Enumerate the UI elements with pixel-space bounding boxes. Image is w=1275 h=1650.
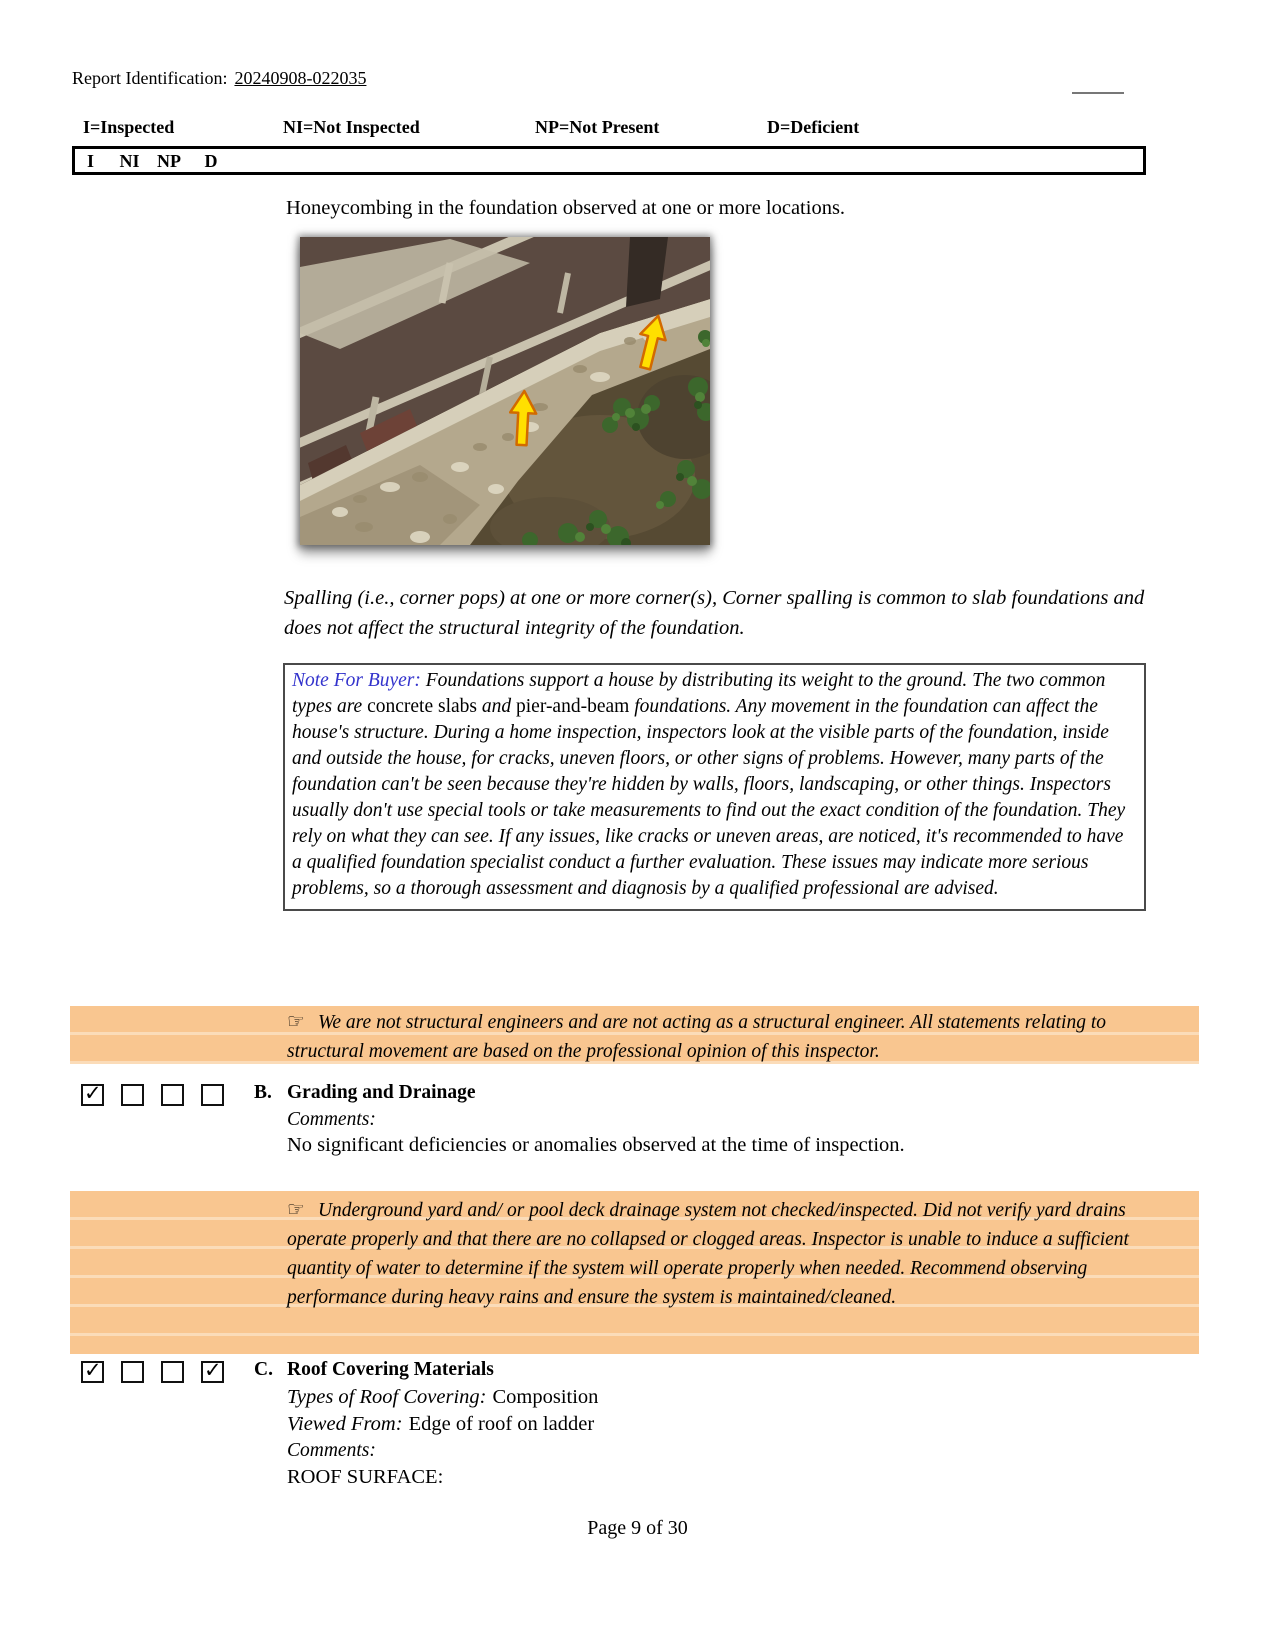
roof-types-line <box>287 1386 598 1409</box>
legend-header-box <box>72 146 1146 175</box>
foundation-photo-image <box>300 237 710 545</box>
note-text-2: and <box>477 696 517 717</box>
section-c-letter: C. <box>254 1359 273 1380</box>
pointing-hand-icon-2: ☞ <box>287 1197 305 1221</box>
roof-types-label: Types of Roof Covering: <box>287 1386 487 1408</box>
legend-not-inspected: NI=Not Inspected <box>283 117 420 137</box>
viewed-from-value: Edge of roof on ladder <box>408 1413 595 1435</box>
section-b-letter: B. <box>254 1082 272 1103</box>
report-id-value: 20240908-022035 <box>234 68 367 88</box>
drainage-disclaimer-text: Underground yard and/ or pool deck drainage system not checked/inspected. Did not verify yard drains operate properly and that there are no collapsed or clogged areas. Inspector is unable to induce a sufficient quantity of water to determine if the system will operate properly when needed. Recommend observing performance during heavy rains and ensure the system is maintained/cleaned. <box>287 1200 1129 1308</box>
report-identification <box>72 68 366 89</box>
drainage-disclaimer-band <box>70 1191 1199 1354</box>
column-np: NP <box>157 151 182 171</box>
pointing-hand-icon: ☞ <box>287 1009 305 1033</box>
checkbox-b-deficient <box>201 1084 224 1106</box>
column-i: I <box>87 151 95 171</box>
checkbox-b-not-present <box>161 1084 184 1106</box>
note-for-buyer-box <box>283 663 1146 911</box>
checkbox-b-inspected: ✓ <box>81 1084 104 1106</box>
legend-not-present: NP=Not Present <box>535 117 660 137</box>
note-for-buyer-label: Note For Buyer: <box>292 670 421 691</box>
note-text-roman-2: pier-and-beam <box>516 696 630 717</box>
viewed-from-label: Viewed From: <box>287 1413 403 1435</box>
legend-inspected: I=Inspected <box>83 117 175 137</box>
section-b-checkbox-row <box>81 1081 224 1106</box>
honeycombing-comment: Honeycombing in the foundation observed at one or more locations. <box>286 197 846 219</box>
section-c-checkbox-row <box>81 1358 224 1383</box>
column-ni: NI <box>119 151 140 171</box>
note-text-1: Foundations support a house by distributing its weight to the ground. The two common types are <box>292 670 1106 717</box>
section-b-comments-label: Comments: <box>287 1109 376 1130</box>
checkbox-c-inspected: ✓ <box>81 1361 104 1383</box>
note-text-3: foundations. Any movement in the foundation can affect the house's structure. During a home inspection, inspectors look at the visible parts of the foundation, inside and outside the house, for cracks, uneven floors, or other signs of problems. However, many parts of the foundation can't be seen because they're hidden by walls, floors, landscaping, or other things. Inspectors usually don't use special tools or take measurements to find out the exact condition of the foundation. They rely on what they can see. If any issues, like cracks or uneven areas, are noticed, it's recommended to have a qualified foundation specialist conduct a further evaluation. These issues may indicate more serious problems, so a thorough assessment and diagnosis by a qualified professional are advised. <box>292 696 1126 899</box>
section-b-title: Grading and Drainage <box>287 1082 476 1103</box>
legend-deficient: D=Deficient <box>767 117 860 137</box>
section-c-comments-label: Comments: <box>287 1440 376 1461</box>
checkbox-c-not-present <box>161 1361 184 1383</box>
note-text-roman-1: concrete slabs <box>367 696 478 717</box>
checkbox-c-not-inspected <box>121 1361 144 1383</box>
report-id-label: Report Identification: <box>72 68 228 88</box>
roof-surface-label: ROOF SURFACE: <box>287 1466 444 1488</box>
foundation-photo <box>300 237 710 545</box>
header-rule <box>1072 92 1124 94</box>
spalling-comment: Spalling (i.e., corner pops) at one or more corner(s), Corner spalling is common to slab foundations and does not affect the structural integrity of the foundation. <box>284 587 1145 639</box>
checkbox-b-not-inspected <box>121 1084 144 1106</box>
checkbox-c-deficient: ✓ <box>201 1361 224 1383</box>
roof-types-value: Composition <box>492 1386 599 1408</box>
column-d: D <box>204 151 218 171</box>
structural-disclaimer-text: We are not structural engineers and are not acting as a structural engineer. All statements relating to structural movement are based on the professional opinion of this inspector. <box>287 1012 1107 1062</box>
viewed-from-line <box>287 1413 594 1436</box>
section-b-comment-text: No significant deficiencies or anomalies observed at the time of inspection. <box>287 1134 905 1156</box>
page-number: Page 9 of 30 <box>587 1517 688 1539</box>
structural-disclaimer-band <box>70 1006 1199 1064</box>
section-c-title: Roof Covering Materials <box>287 1359 494 1380</box>
